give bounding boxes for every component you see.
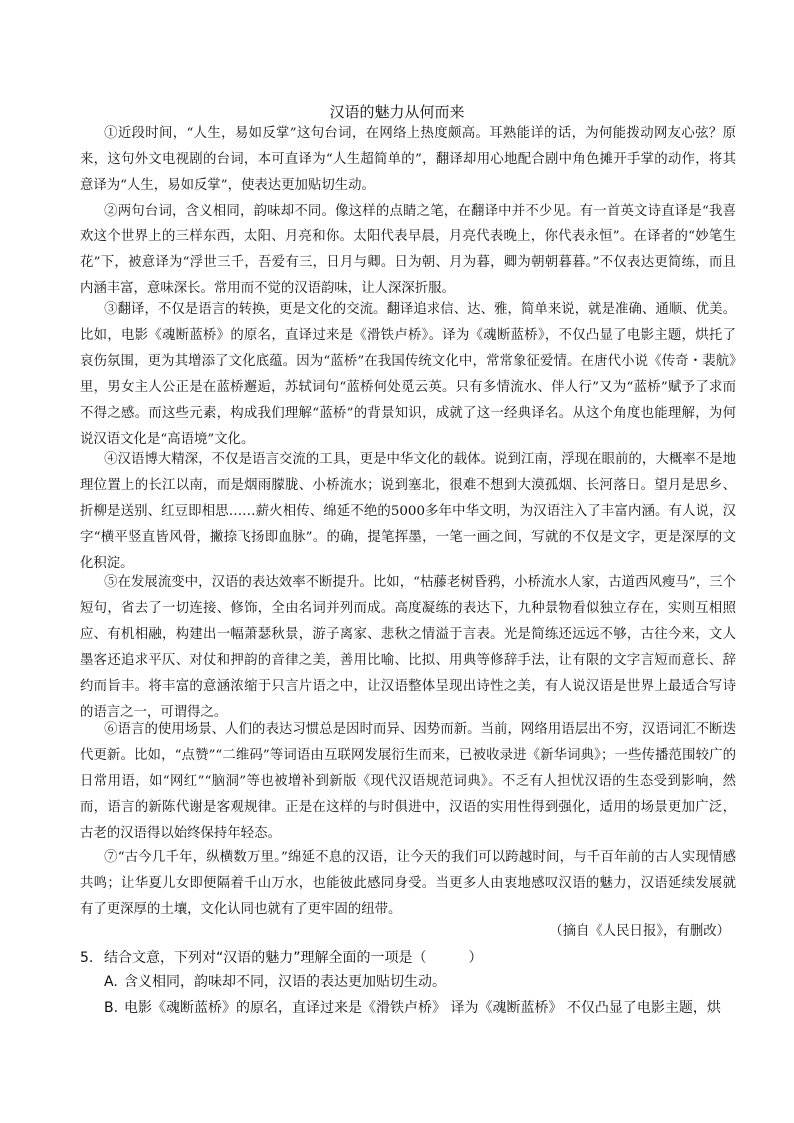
option-b[interactable] xyxy=(104,996,744,1020)
question-number: 5. xyxy=(80,950,94,966)
paragraph-6: ⑥语言的使用场景、人们的表达习惯总是因时而异、因势而新。当前，网络用语层出不穷，汉语词汇不断迭代更新。比如，“点赞”“二维码”等词语由互联网发展衍生而来，已被收录进《新华词典》；一些传播范围较广的日常用语，如“网红”“脑洞”等也被增补到新版《现代汉语规范词典》。不乏有人担忧汉语的生态受到影响，然而，语言的新陈代谢是客观规律。正是在这样的与时俱进中，汉语的实用性得到强化，适用的场景更加广泛，古老的汉语得以始终保持年轻态。 xyxy=(80,722,736,841)
paragraph-4: ④汉语博大精深，不仅是语言交流的工具，更是中华文化的载体。说到江南，浮现在眼前的，大概率不是地理位置上的长江以南，而是烟雨朦胧、小桥流水；说到塞北，很难不想到大漠孤烟、长河落日。望月是思乡、折柳是送别、红豆即相思……薪火相传、绵延不绝的5000多年中华文明，为汉语注入了丰富内涵。有人说，汉字“横平竖直皆风骨，撇捺飞扬即血脉”。的确，提笔挥墨，一笔一画之间，写就的不仅是文字，更是深厚的文化积淀。 xyxy=(80,452,736,571)
option-b-letter: B. xyxy=(104,1000,119,1016)
option-b-text: 电影《魂断蓝桥》的原名，直译过来是《滑铁卢桥》 译为《魂断蓝桥》 不仅凸显了电影主题，烘 xyxy=(124,1000,721,1016)
question-stem xyxy=(80,946,740,970)
paragraph-1: ①近段时间，“人生，易如反掌”这句台词，在网络上热度颇高。耳熟能详的话，为何能拨动网友心弦？原来，这句外文电视剧的台词，本可直译为“人生超简单的”，翻译却用心地配合剧中角色摊开手掌的动作，将其意译为“人生，易如反掌”，使表达更加贴切生动。 xyxy=(80,126,736,193)
article-source: （摘自《人民日报》，有删改） xyxy=(549,924,730,939)
option-a[interactable] xyxy=(104,970,744,994)
article-title: 汉语的魅力从何而来 xyxy=(329,103,465,121)
paragraph-2: ②两句台词，含义相同，韵味却不同。像这样的点睛之笔，在翻译中并不少见。有一首英文诗直译是“我喜欢这个世界上的三样东西，太阳、月亮和你。太阳代表早晨，月亮代表晚上，你代表永恒”。在译者的“妙笔生花”下，被意译为“浮世三千，吾爱有三，日月与卿。日为朝、月为暮，卿为朝朝暮暮。”不仅表达更简练，而且内涵丰富，意味深长。常用而不觉的汉语韵味，让人深深折服。 xyxy=(80,203,736,297)
option-a-letter: A. xyxy=(104,974,118,990)
question-text: 结合文意，下列对“汉语的魅力”理解全面的一项是（ ） xyxy=(104,950,483,966)
option-a-text: 含义相同，韵味却不同，汉语的表达更加贴切生动。 xyxy=(124,974,446,990)
paragraph-3: ③翻译，不仅是语言的转换，更是文化的交流。翻译追求信、达、雅，简单来说，就是准确、通顺、优美。比如，电影《魂断蓝桥》的原名，直译过来是《滑铁卢桥》。译为《魂断蓝桥》，不仅凸显了电影主题，烘托了哀伤氛围，更为其增添了文化底蕴。因为“蓝桥”在我国传统文化中，常常象征爱情。在唐代小说《传奇・裴航》里，男女主人公正是在蓝桥邂逅，苏轼词句“蓝桥何处觅云英。只有多情流水、伴人行”又为“蓝桥”赋予了求而不得之感。而这些元素，构成我们理解“蓝桥”的背景知识，成就了这一经典译名。从这个角度也能理解，为何说汉语文化是“高语境”文化。 xyxy=(80,302,736,447)
paragraph-5: ⑤在发展流变中，汉语的表达效率不断提升。比如，“枯藤老树昏鸦，小桥流水人家，古道西风瘦马”，三个短句，省去了一切连接、修饰，全由名词并列而成。高度凝练的表达下，九种景物看似独立存在，实则互相照应、有机相融，构建出一幅萧瑟秋景，游子离家、悲秋之情溢于言表。光是简练还远远不够，古往今来，文人墨客还追求平仄、对仗和押韵的音律之美，善用比喻、比拟、用典等修辞手法，让有限的文字言短而意长、辞约而旨丰。将丰富的意涵浓缩于只言片语之中，让汉语整体呈现出诗性之美，有人说汉语是世界上最适合写诗的语言之一，可谓得之。 xyxy=(80,575,736,720)
paragraph-7: ⑦“古今几千年，纵横数万里。”绵延不息的汉语，让今天的我们可以跨越时间，与千百年前的古人实现情感共鸣；让华夏儿女即便隔着千山万水，也能彼此感同身受。当更多人由衷地感叹汉语的魅力，汉语延续发展就有了更深厚的土壤，文化认同也就有了更牢固的纽带。 xyxy=(80,850,736,917)
